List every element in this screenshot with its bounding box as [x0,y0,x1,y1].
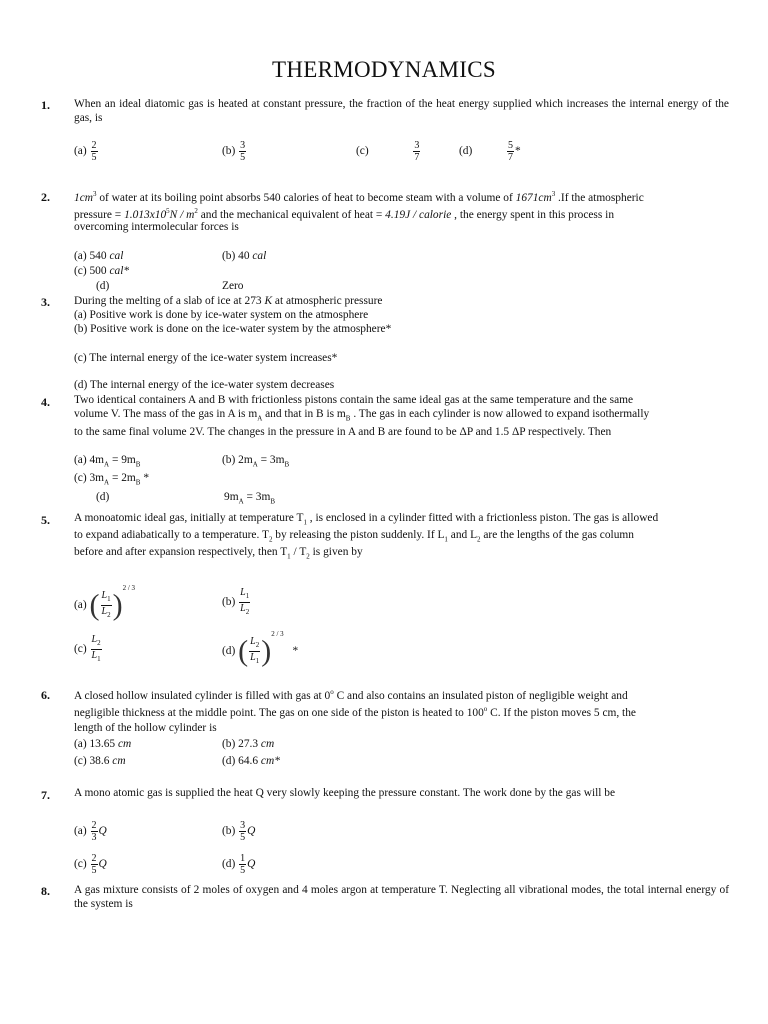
question-text-line: A closed hollow insulated cylinder is filled with gas at 0$^o$ C and also contains an insulated piston of negligible weight and [74,688,628,702]
question-text-line: to expand adiabatically to a temperature. $T_2$ by releasing the piston suddenly. If $L_1$ and $L_2$ are the lengths of the gas column [74,529,634,544]
option-label: (a) [74,145,87,158]
option-d: (d) The internal energy of the ice-water system decreases [74,379,335,391]
question-number: 5. [41,513,50,527]
option-c [356,140,421,163]
option-a: (a) Positive work is done by ice-water system on the atmosphere [74,309,369,321]
question-number: 1. [41,98,50,112]
question-text-line: $1cm^3$ of water at its boiling point absorbs 540 calories of heat to become steam with a volume of $1671cm^3$ .If the atmospheric [74,190,644,204]
option-d: (d) ( $\frac{L_2}{L_1}$ )$^{2 / 3}$ * [222,630,299,668]
question-text: When an ideal diatomic gas is heated at constant pressure, the fraction of the heat energy supplied which increases the internal energy of the gas, is [74,98,729,124]
option-b: (b) $\frac{3}{5}$ Q [222,820,256,843]
option-c: (c) $\frac{2}{5}$ Q [74,853,107,876]
option-d-value: Zero [222,280,244,292]
question-text-line: A monoatomic ideal gas, initially at temperature $T_1$ , is enclosed in a cylinder fitted with a frictionless piston. The gas is allowed [74,512,659,527]
option-d-label: (d) [96,491,110,503]
option-b: (b) $2m_A = 3m_B$ [222,454,290,469]
question-number: 2. [41,190,50,204]
question-text-line: Two identical containers A and B with frictionless pistons contain the same ideal gas at the same temperature and the same [74,394,634,406]
question-text-line: During the melting of a slab of ice at 273 K at atmospheric pressure [74,295,383,307]
question-number: 8. [41,884,50,898]
fraction: $\frac{2}{5}$ [91,140,97,163]
option-d-label: (d) [96,280,110,292]
question-number: 6. [41,688,50,702]
page-title: THERMODYNAMICS [272,57,496,82]
option-b: (b) 40 cal [222,250,267,262]
question-number: 3. [41,295,50,309]
fraction: $\frac{3}{5}$ [240,140,246,163]
option-c: (c) The internal energy of the ice-water system increases* [74,352,338,364]
question-text-line: volume V. The mass of the gas in A is $m_A$ and that in B is $m_B$ . The gas in each cylinder is now allowed to expand isothermally [74,408,650,423]
fraction: $\frac{5}{7}$ [508,140,514,163]
option-a: (a) 13.65 cm [74,738,132,750]
option-d-value: $9m_A = 3m_B$ [224,491,275,506]
option-b [222,140,247,163]
option-label: (d) [459,145,473,158]
option-b: (b) Positive work is done on the ice-water system by the atmosphere* [74,323,392,335]
question-text-line: negligible thickness at the middle point. The gas on one side of the piston is heated to 100$^o$ C. If the piston moves 5 cm, the [74,705,636,719]
option-d [459,140,521,163]
option-b: (b) $\frac{L_1}{L_2}$ [222,587,250,616]
answer-mark: * [292,645,299,657]
question-number: 7. [41,788,50,802]
question-text-line: overcoming intermolecular forces is [74,221,239,233]
option-d: (d) $\frac{1}{5}$ Q [222,853,256,876]
option-a: (a) 540 cal [74,250,124,262]
question-text-line: pressure = $1.013x10^5N / m^2$ and the mechanical equivalent of heat = 4.19J / calorie , the energy spent in this process in [74,207,615,221]
question-text: A mono atomic gas is supplied the heat Q very slowly keeping the pressure constant. The work done by the gas will be [74,787,616,799]
option-d: (d) 64.6 cm* [222,755,280,767]
question-text-line: before and after expansion respectively, then $T_1 / T_2$ is given by [74,546,363,561]
option-a [74,140,99,163]
question-number: 4. [41,395,50,409]
option-a: (a) ( $\frac{L_1}{L_2}$ )$^{2 / 3}$ [74,584,136,622]
question-text: A gas mixture consists of 2 moles of oxygen and 4 moles argon at temperature T. Neglecting all vibrational modes, the total internal energy of the system is [74,884,729,910]
option-label: (b) [222,145,236,158]
option-label: (c) [356,145,369,158]
option-b: (b) 27.3 cm [222,738,275,750]
answer-mark: * [515,145,521,158]
option-c: (c) 500 cal* [74,265,130,277]
question-text-line: length of the hollow cylinder is [74,722,217,734]
fraction: $\frac{3}{7}$ [414,140,420,163]
option-c: (c) $\frac{L_2}{L_1}$ [74,634,101,663]
option-a: (a) $4m_A = 9m_B$ [74,454,141,469]
option-c: (c) 38.6 cm [74,755,126,767]
option-c: (c) $3m_A = 2m_B$ * [74,472,150,487]
question-text-line: to the same final volume 2V. The changes in the pressure in A and B are found to be ΔP and 1.5 ΔP respectively. Then [74,426,612,438]
option-a: (a) $\frac{2}{3}$ Q [74,820,107,843]
